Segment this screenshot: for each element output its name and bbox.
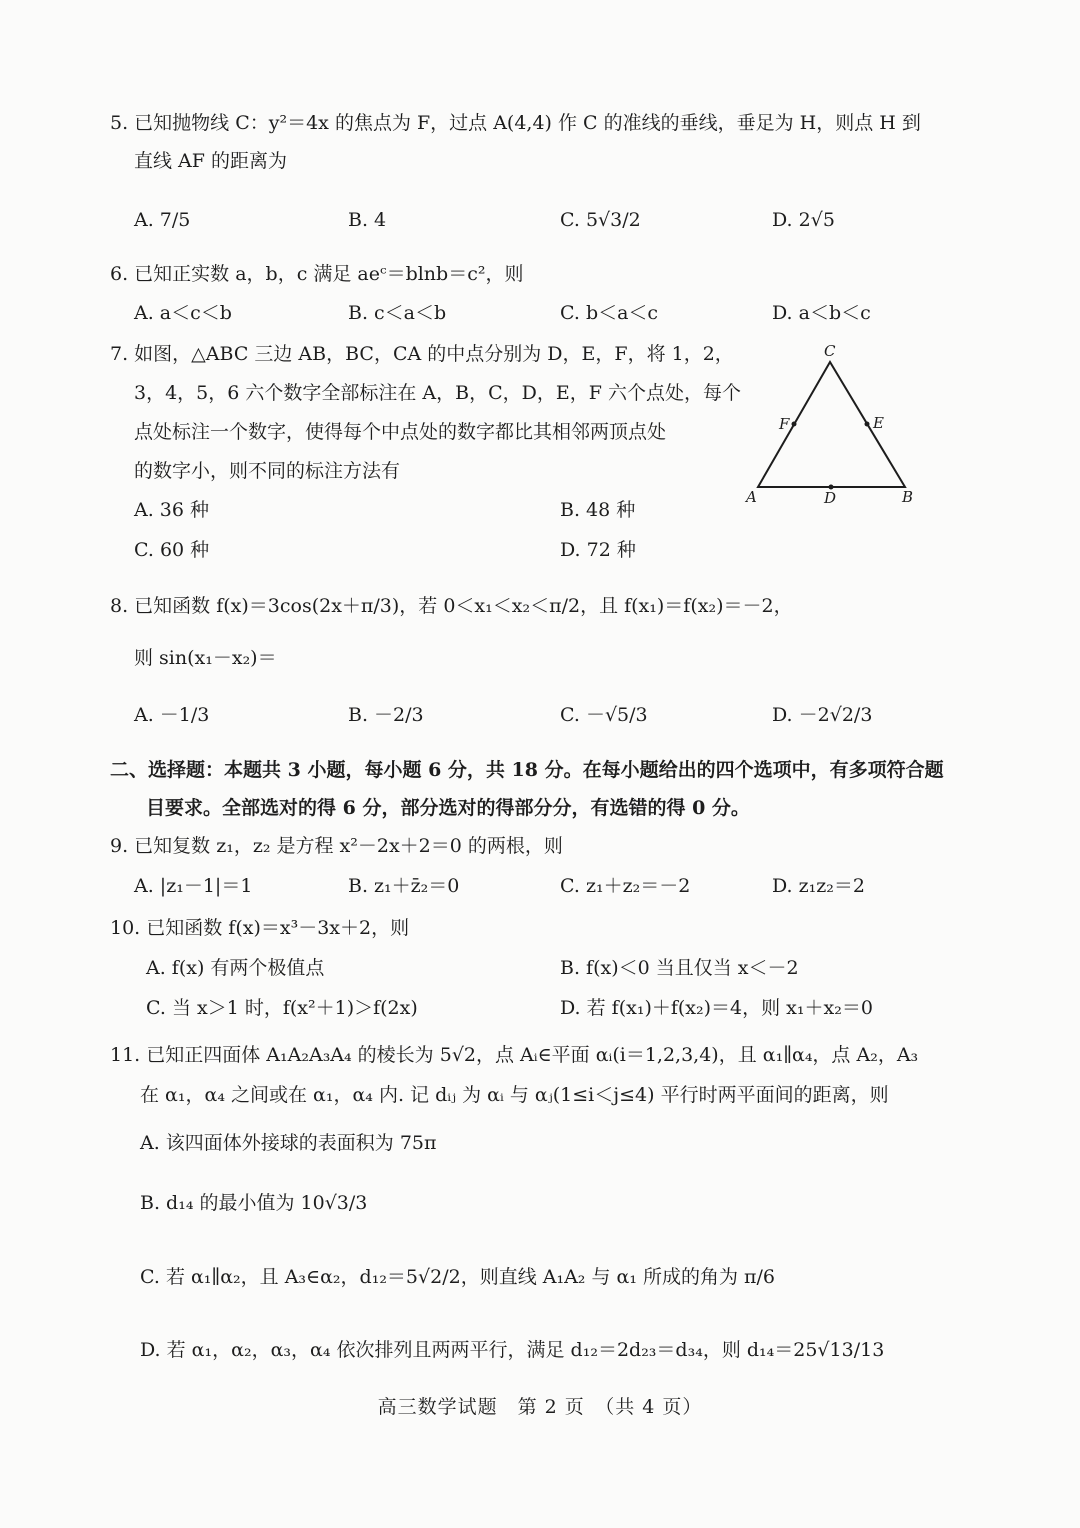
q10-option-b: B. f(x)＜0 当且仅当 x＜－2	[560, 957, 799, 979]
q8-option-c: C. －√5/3	[560, 704, 648, 726]
q5-line2: 直线 AF 的距离为	[134, 150, 287, 172]
q7-option-c: C. 60 种	[134, 539, 210, 561]
q11-option-b: B. d₁₄ 的最小值为 10√3/3	[140, 1192, 368, 1214]
label-b: B	[902, 488, 914, 506]
q7-line4: 的数字小，则不同的标注方法有	[134, 460, 401, 482]
q8-option-a: A. －1/3	[134, 704, 210, 726]
q7-option-b: B. 48 种	[560, 499, 636, 521]
label-d: D	[824, 489, 837, 507]
q5-option-a: A. 7/5	[134, 209, 191, 231]
q10-line1: 10. 已知函数 f(x)＝x³－3x＋2，则	[110, 917, 410, 939]
q7-option-a: A. 36 种	[134, 499, 210, 521]
label-c: C	[824, 342, 836, 360]
q6-option-c: C. b＜a＜c	[560, 302, 659, 324]
q7-option-d: D. 72 种	[560, 539, 636, 561]
label-a: A	[746, 488, 757, 506]
triangle-figure	[740, 340, 920, 515]
section2-line1: 二、选择题：本题共 3 小题，每小题 6 分，共 18 分。在每小题给出的四个选项中，有多项符合题	[110, 759, 944, 781]
q11-option-a: A. 该四面体外接球的表面积为 75π	[140, 1132, 437, 1154]
q5-option-c: C. 5√3/2	[560, 209, 641, 231]
q9-line1: 9. 已知复数 z₁，z₂ 是方程 x²－2x＋2＝0 的两根，则	[110, 835, 563, 857]
q8-line1: 8. 已知函数 f(x)＝3cos(2x＋π/3)，若 0＜x₁＜x₂＜π/2，且 f(x₁)＝f(x₂)＝－2，	[110, 595, 793, 617]
q8-option-d: D. －2√2/3	[772, 704, 873, 726]
q5-option-b: B. 4	[348, 209, 387, 231]
q6-option-b: B. c＜a＜b	[348, 302, 447, 324]
q9-option-b: B. z₁＋z̄₂＝0	[348, 875, 460, 897]
q6-option-a: A. a＜c＜b	[134, 302, 232, 324]
q7-line2: 3，4，5，6 六个数字全部标注在 A，B，C，D，E，F 六个点处，每个	[134, 382, 741, 404]
q10-option-a: A. f(x) 有两个极值点	[146, 957, 325, 979]
q9-option-d: D. z₁z₂＝2	[772, 875, 865, 897]
point-f	[792, 422, 797, 427]
q9-option-a: A. |z₁－1|＝1	[134, 875, 253, 897]
q11-line1: 11. 已知正四面体 A₁A₂A₃A₄ 的棱长为 5√2，点 Aᵢ∈平面 αᵢ(i＝1,2,3,4)，且 α₁∥α₄，点 A₂，A₃	[110, 1044, 919, 1066]
q11-option-c: C. 若 α₁∥α₂，且 A₃∈α₂，d₁₂＝5√2/2，则直线 A₁A₂ 与 α₁ 所成的角为 π/6	[140, 1266, 776, 1288]
point-e	[865, 422, 870, 427]
q5-line1: 5. 已知抛物线 C：y²＝4x 的焦点为 F，过点 A(4,4) 作 C 的准线的垂线，垂足为 H，则点 H 到	[110, 112, 921, 134]
section2-line2: 目要求。全部选对的得 6 分，部分选对的得部分分，有选错的得 0 分。	[146, 797, 750, 819]
q10-option-c: C. 当 x＞1 时，f(x²＋1)＞f(2x)	[146, 997, 418, 1019]
label-f: F	[779, 415, 790, 433]
q8-option-b: B. －2/3	[348, 704, 424, 726]
q6-line1: 6. 已知正实数 a，b，c 满足 aeᶜ＝blnb＝c²，则	[110, 263, 524, 285]
q11-option-d: D. 若 α₁，α₂，α₃，α₄ 依次排列且两两平行，满足 d₁₂＝2d₂₃＝d₃₄，则 d₁₄＝25√13/13	[140, 1339, 885, 1361]
q7-line3: 点处标注一个数字，使得每个中点处的数字都比其相邻两顶点处	[134, 421, 667, 443]
q11-line2: 在 α₁，α₄ 之间或在 α₁，α₄ 内. 记 dᵢⱼ 为 αᵢ 与 αⱼ(1≤i＜j≤4) 平行时两平面间的距离，则	[140, 1084, 889, 1106]
page-footer: 高三数学试题 第 2 页 （共 4 页）	[377, 1396, 703, 1418]
q9-option-c: C. z₁＋z₂＝－2	[560, 875, 691, 897]
label-e: E	[873, 414, 884, 432]
q8-line2: 则 sin(x₁－x₂)＝	[134, 647, 277, 669]
q10-option-d: D. 若 f(x₁)＋f(x₂)＝4，则 x₁＋x₂＝0	[560, 997, 873, 1019]
q5-option-d: D. 2√5	[772, 209, 835, 231]
q7-line1: 7. 如图，△ABC 三边 AB，BC，CA 的中点分别为 D，E，F，将 1，2，	[110, 343, 734, 365]
q6-option-d: D. a＜b＜c	[772, 302, 871, 324]
